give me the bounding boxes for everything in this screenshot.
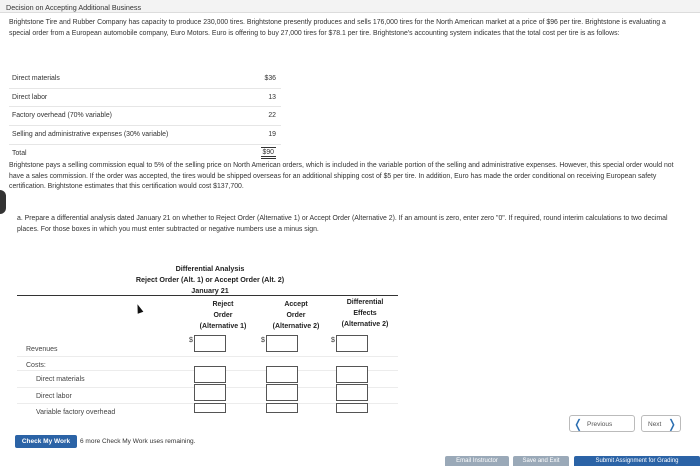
cost-row-direct-materials <box>9 70 281 89</box>
next-button[interactable] <box>641 415 681 432</box>
row-label-direct-labor: Direct labor <box>36 393 72 400</box>
submit-assignment-button[interactable]: Submit Assignment for Grading <box>574 456 700 466</box>
column-header-reject <box>186 299 260 332</box>
instruction-a: a. Prepare a differential analysis dated January 21 on whether to Reject Order (Alternative 1) or Accept Order (Alternative 2). If an amount is zero, enter zero "0". If required, round interim calculations to two decimal places. For those boxes in which you must enter subtracted or negative numbers use a minus sign. <box>17 215 668 233</box>
row-divider <box>17 356 398 357</box>
direct-labor-accept-input[interactable] <box>266 384 298 401</box>
problem-paragraph-1: Brightstone Tire and Rubber Company has capacity to produce 230,000 tires. Brightstone presently produces and sells 176,000 tires for the North American market at a price of $96 per tire. Brightstone is evaluating a special order from a European automobile company, Euro Motors. Euro is offering to buy 27,000 tires for $78.1 per tire. Brightstone's accounting system indicates that the total cost per tire is as follows: <box>9 19 666 37</box>
variable-overhead-differential-input[interactable] <box>336 403 368 413</box>
cost-value: 19 <box>268 131 276 139</box>
window-title: Decision on Accepting Additional Business <box>6 3 142 12</box>
question-marker <box>0 190 6 214</box>
row-label-costs: Costs: <box>26 362 46 369</box>
direct-materials-reject-input[interactable] <box>194 366 226 383</box>
direct-materials-differential-input[interactable] <box>336 366 368 383</box>
mouse-cursor-icon <box>135 303 144 314</box>
direct-labor-reject-input[interactable] <box>194 384 226 401</box>
cost-value: $36 <box>264 75 276 82</box>
cost-row-direct-labor <box>9 89 281 108</box>
revenues-reject-input[interactable] <box>194 335 226 352</box>
direct-labor-differential-input[interactable] <box>336 384 368 401</box>
chevron-left-icon: ❬ <box>573 417 584 431</box>
problem-paragraph-2: Brightstone pays a selling commission equal to 5% of the selling price on North American orders, which is included in the variable portion of the selling and administrative expenses. However, this special order would not have a sales commission. If the order was accepted, the tires would be shipped overseas for an additional shipping cost of $5 per tire. In addition, Euro has made the order conditional on receiving European safety certification. Brightstone estimates that this certification would cost $137,700. <box>9 162 674 190</box>
email-instructor-button[interactable]: Email Instructor <box>445 456 509 466</box>
analysis-subtitle: Reject Order (Alt. 1) or Accept Order (Alt. 2) <box>135 275 285 284</box>
row-label-direct-materials: Direct materials <box>36 376 85 383</box>
column-header-line: Reject <box>212 301 234 308</box>
cost-label: Direct labor <box>12 93 48 101</box>
column-header-line: (Alternative 2) <box>272 323 320 330</box>
direct-materials-accept-input[interactable] <box>266 366 298 383</box>
column-header-line: (Alternative 1) <box>199 323 247 330</box>
cost-table <box>9 70 281 163</box>
cost-label: Factory overhead (70% variable) <box>12 112 112 120</box>
row-label-variable-overhead: Variable factory overhead <box>36 409 116 416</box>
cost-label: Selling and administrative expenses (30% variable) <box>12 131 169 139</box>
column-header-line: Order <box>213 312 233 319</box>
save-exit-button[interactable]: Save and Exit <box>513 456 569 466</box>
row-label-revenues: Revenues <box>26 346 58 353</box>
cost-row-factory-overhead <box>9 107 281 126</box>
currency-symbol: $ <box>261 337 265 344</box>
cost-label: Direct materials <box>12 75 60 82</box>
column-header-line: Order <box>286 312 306 319</box>
cost-value: $90 <box>261 147 277 159</box>
header-rule <box>17 295 398 296</box>
cost-row-selling-admin <box>9 126 281 145</box>
analysis-title: Differential Analysis <box>175 264 245 273</box>
cost-value: 22 <box>268 112 276 120</box>
check-my-work-button[interactable]: Check My Work <box>15 435 77 448</box>
previous-button[interactable] <box>569 415 635 432</box>
cost-value: 13 <box>268 93 276 101</box>
revenues-differential-input[interactable] <box>336 335 368 352</box>
column-header-line: (Alternative 2) <box>341 321 389 328</box>
title-bar <box>0 0 700 13</box>
variable-overhead-accept-input[interactable] <box>266 403 298 413</box>
currency-symbol: $ <box>331 337 335 344</box>
check-my-work-note: 6 more Check My Work uses remaining. <box>80 438 196 445</box>
revenues-accept-input[interactable] <box>266 335 298 352</box>
column-header-accept <box>260 299 332 332</box>
column-header-differential <box>330 297 400 330</box>
previous-label: Previous <box>587 421 613 428</box>
analysis-date: January 21 <box>191 286 229 295</box>
variable-overhead-reject-input[interactable] <box>194 403 226 413</box>
column-header-line: Effects <box>353 310 377 317</box>
currency-symbol: $ <box>189 337 193 344</box>
column-header-line: Differential <box>346 299 384 306</box>
column-header-line: Accept <box>284 301 308 308</box>
cost-label: Total <box>12 149 27 157</box>
chevron-right-icon: ❭ <box>666 417 677 431</box>
next-label: Next <box>648 421 662 428</box>
